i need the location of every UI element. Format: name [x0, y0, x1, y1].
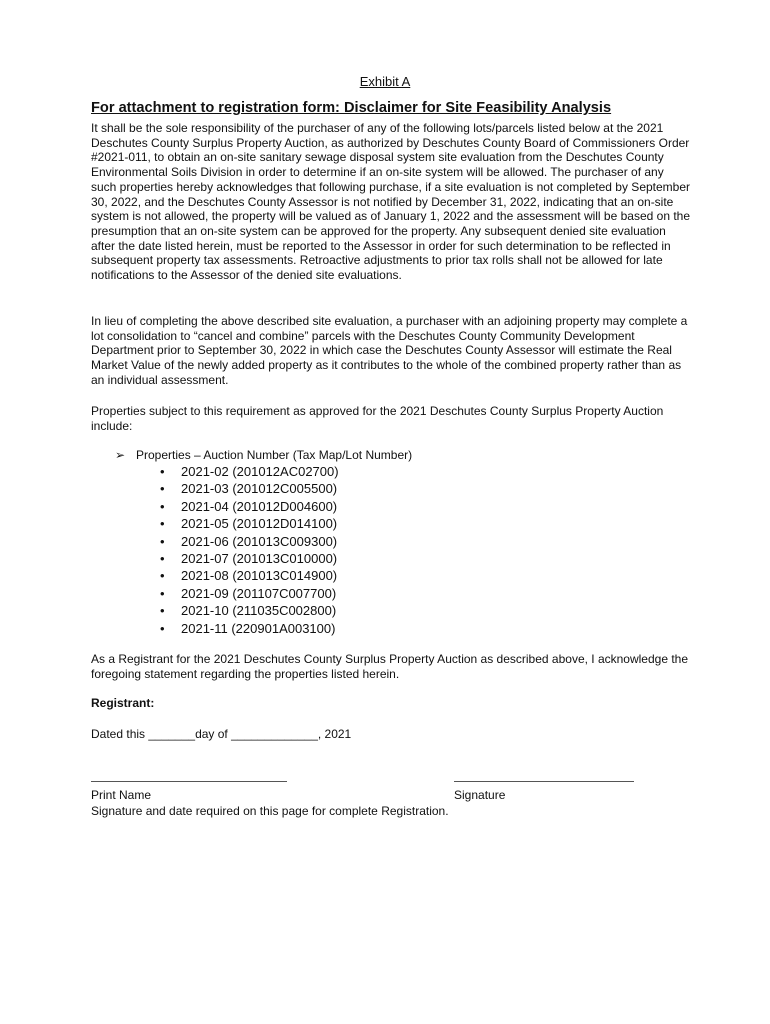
print-name-line: [91, 771, 287, 782]
lot-consolidation-paragraph: In lieu of completing the above described site evaluation, a purchaser with an adjoining property may complete a lot consolidation to “cancel and combine” parcels with the Deschutes County Community Development Department prior to September 30, 2022 in which case the Deschutes County Assessor will estimate the Real Market Value of the newly added property as it contributes to the whole of the combined property rather than as an individual assessment.: [91, 314, 688, 387]
properties-list-heading: [115, 448, 412, 462]
list-item: • 2021-10 (211035C002800): [160, 603, 337, 619]
dated-line: Dated this _______day of _____________, 2021: [91, 727, 352, 741]
bullet-icon: •: [160, 481, 165, 497]
list-item: • 2021-11 (220901A003100): [160, 620, 336, 636]
bullet-icon: •: [160, 585, 165, 601]
bullet-icon: •: [160, 464, 165, 479]
list-item: • 2021-04 (201012D004600): [160, 498, 338, 514]
registrant-acknowledgement: As a Registrant for the 2021 Deschutes County Surplus Property Auction as described above, I acknowledge the foregoing statement regarding the properties listed herein.: [91, 652, 689, 681]
bullet-icon: •: [160, 533, 165, 549]
bullet-icon: •: [160, 516, 165, 532]
bullet-icon: •: [160, 498, 165, 514]
properties-list-heading-text: Properties – Auction Number (Tax Map/Lot Number): [136, 448, 413, 462]
arrow-bullet-icon: ➢: [115, 448, 126, 462]
bullet-icon: •: [160, 551, 165, 567]
registrant-label: Registrant:: [91, 696, 155, 710]
properties-intro-paragraph: Properties subject to this requirement as approved for the 2021 Deschutes County Surplus Property Auction include:: [91, 404, 664, 433]
signature-line: [454, 771, 634, 782]
list-item: • 2021-07 (201013C010000): [160, 551, 338, 567]
properties-list: [160, 463, 339, 637]
bullet-icon: •: [160, 603, 165, 619]
signature-requirement-note: Signature and date required on this page for complete Registration.: [91, 804, 449, 818]
document-title: For attachment to registration form: Disclaimer for Site Feasibility Analysis: [91, 100, 612, 116]
bullet-icon: •: [160, 620, 165, 636]
list-item: • 2021-06 (201013C009300): [160, 533, 338, 549]
list-item: • 2021-02 (201012AC02700): [160, 464, 339, 479]
bullet-icon: •: [160, 568, 165, 584]
responsibility-paragraph: It shall be the sole responsibility of the purchaser of any of the following lots/parcels listed below at the 2021 Deschutes County Surplus Property Auction, as authorized by Deschutes County Board of Commissioners Order #2021-011, to obtain an on-site sanitary sewage disposal system site evaluation from the Deschutes County Environmental Soils Division in order to determine if an on-site system will be allowed. The purchaser of any such properties hereby acknowledges that following purchase, if a site evaluation is not completed by September 30, 2022, and the Deschutes County Assessor is not notified by December 31, 2022, indicating that an on-site system is not allowed, the property will be valued as of January 1, 2022 and the assessment will be based on the presumption that an on-site system can be approved for the property. Any subsequent denied site evaluation after the date listed herein, must be reported to the Assessor in order for such determination to be reflected in subsequent property tax assessments. Retroactive adjustments to prior tax rolls shall not be allowed for late notifications to the Assessor of the denied site evaluations.: [91, 121, 691, 283]
exhibit-heading: Exhibit A: [359, 74, 411, 89]
print-name-label: Print Name: [91, 788, 152, 802]
list-item: • 2021-09 (201107C007700): [160, 585, 337, 601]
list-item: • 2021-08 (201013C014900): [160, 568, 338, 584]
signature-label: Signature: [454, 788, 506, 802]
list-item: • 2021-03 (201012C005500): [160, 481, 338, 497]
list-item: • 2021-05 (201012D014100): [160, 516, 338, 532]
